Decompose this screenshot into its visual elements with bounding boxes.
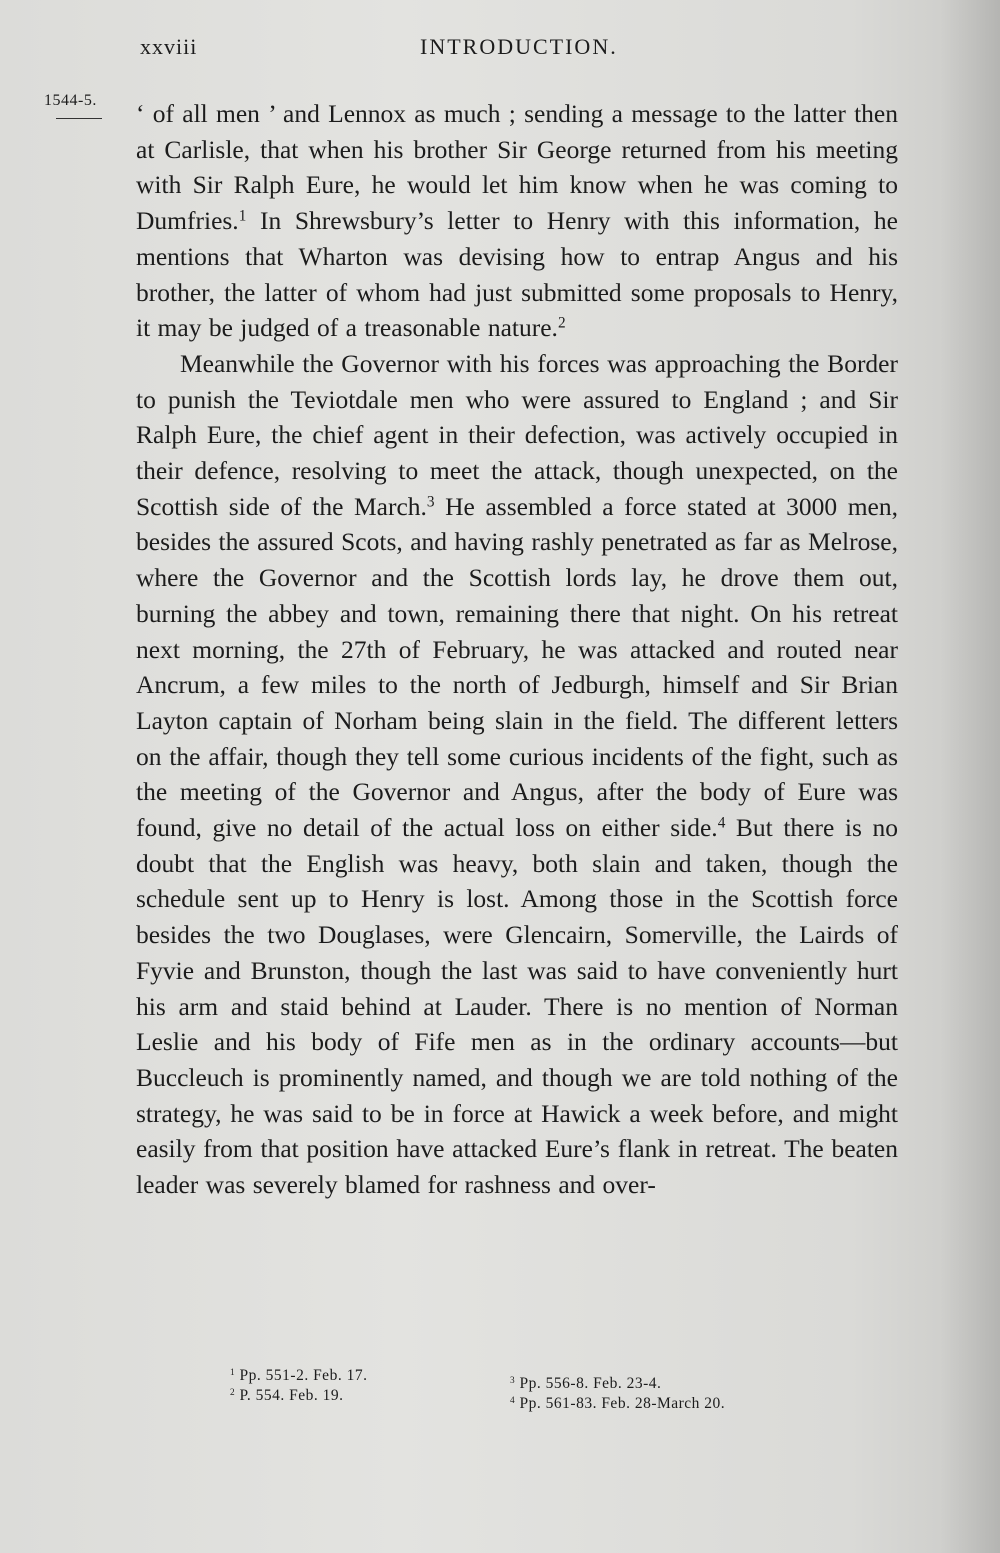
footnote-mark: 1 (230, 1367, 236, 1378)
body-text (136, 96, 898, 1203)
footnote-column-right (510, 1374, 725, 1414)
footnote-ref: 1 (238, 207, 247, 225)
paragraph-text: Meanwhile the Governor with his forces was approaching the Border to punish the Teviotdale men who were assured to England ; and Sir Ralph Eure, the chief agent in their defection, was actively occupied in their defence, resolving to meet the attack, though unexpected, on the Scottish side of the March. (136, 348, 898, 521)
footnote-column-left (230, 1366, 367, 1406)
margin-rule (56, 118, 102, 119)
running-title: INTRODUCTION. (420, 34, 618, 59)
footnote-mark: 4 (510, 1395, 516, 1406)
footnote-3 (510, 1374, 725, 1394)
footnote-4 (510, 1394, 725, 1414)
paragraph-text: But there is no doubt that the English was heavy, both slain and taken, though the schedule sent up to Henry is lost. Among those in the Scottish force besides the two Douglases, were Glencairn, Somerville, the Lairds of Fyvie and Brunston, though the last was said to have conveniently hurt his arm and staid behind at Lauder. There is no mention of Norman Leslie and his body of Fife men as in the ordinary accounts—but Buccleuch is prominently named, and though we are told nothing of the strategy, he was said to be in force at Hawick a week before, and might easily from that position have attacked Eure’s flank in retreat. The beaten leader was severely blamed for rashness and over- (136, 813, 898, 1200)
paragraph-text: He assembled a force stated at 3000 men, besides the assured Scots, and having rashly penetrated as far as Melrose, where the Governor and the Scottish lords lay, he drove them out, burning the abbey and town, remaining there that night. On his retreat next morning, the 27th of February, he was attacked and routed near Ancrum, a few miles to the north of Jedburgh, himself and Sir Brian Layton captain of Norham being slain in the field. The different letters on the affair, though they tell some curious incidents of the fight, such as the meeting of the Governor and Angus, after the body of Eure was found, give no detail of the actual loss on either side. (136, 491, 898, 843)
footnote-text: P. 554. Feb. 19. (235, 1387, 344, 1404)
footnote-ref: 3 (426, 493, 435, 511)
paragraph-2 (136, 346, 898, 1203)
footnotes (230, 1366, 850, 1426)
footnote-2 (230, 1386, 367, 1406)
paragraph-text: ‘ of all men ’ and Lennox as much ; sending a message to the latter then at Carlisle, that when his brother Sir George returned from his meeting with Sir Ralph Eure, he would let him know when he was coming to Dumfries. (136, 99, 898, 236)
footnote-text: Pp. 561-83. Feb. 28-March 20. (515, 1395, 726, 1412)
footnote-mark: 2 (230, 1387, 236, 1398)
margin-note (44, 92, 104, 119)
margin-year: 1544-5. (44, 92, 97, 109)
footnote-text: Pp. 551-2. Feb. 17. (235, 1367, 368, 1384)
footnote-1 (230, 1366, 367, 1386)
footnote-ref: 2 (557, 314, 566, 332)
footnote-text: Pp. 556-8. Feb. 23-4. (515, 1375, 662, 1392)
running-head (140, 34, 900, 68)
footnote-mark: 3 (510, 1375, 516, 1386)
paragraph-1 (136, 96, 898, 346)
page-number: xxviii (140, 34, 198, 59)
paragraph-text: In Shrewsbury’s letter to Henry with this information, he mentions that Wharton was devising how to entrap Angus and his brother, the latter of whom had just submitted some proposals to Henry, it may be judged of a treasonable nature. (136, 206, 898, 343)
footnote-ref: 4 (717, 814, 726, 832)
